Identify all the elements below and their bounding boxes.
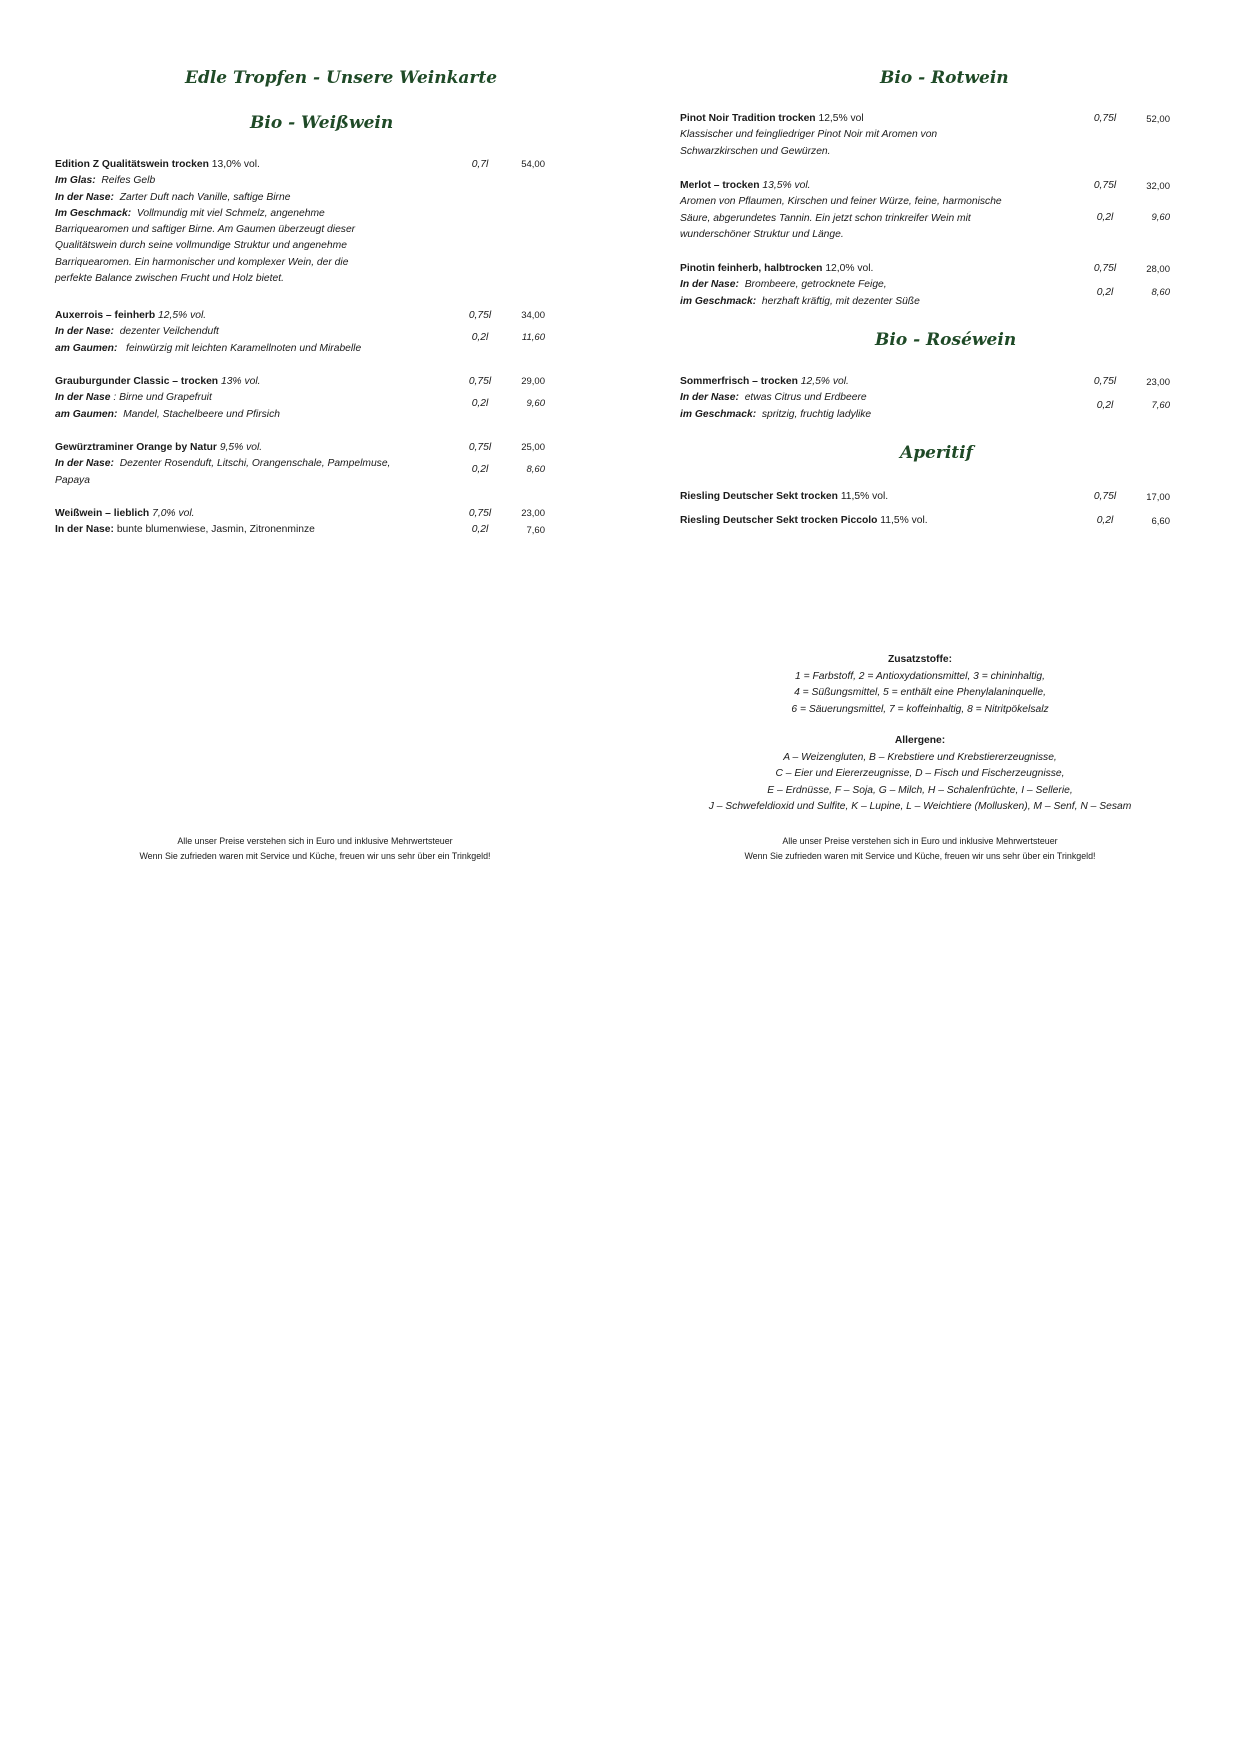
- price: 9,60: [1151, 212, 1170, 223]
- desc-text: spritzig, fruchtig ladylike: [761, 408, 872, 420]
- desc-label: In der Nase:: [55, 458, 114, 470]
- footer-right: [660, 834, 1180, 864]
- wine-name: Gewürztraminer Orange by Natur: [55, 442, 217, 453]
- desc-label: In der Nase:: [680, 279, 739, 291]
- wine-name: Merlot – trocken: [680, 180, 760, 191]
- desc-text: feinwürzig mit leichten Karamellnoten und Mirabelle: [125, 342, 362, 354]
- size-label: 0,2l: [1096, 515, 1114, 526]
- size-label: 0,2l: [1096, 212, 1114, 223]
- size-label: 0,75l: [468, 310, 492, 321]
- section-title-aperitif: Aperitif: [900, 443, 973, 463]
- size-label: 0,2l: [1096, 287, 1114, 298]
- wine-name: Grauburgunder Classic – trocken: [55, 376, 219, 387]
- wine-vol: 13,0% vol.: [211, 159, 260, 170]
- desc-text: Brombeere, getrocknete Feige,: [744, 279, 887, 291]
- zusatzstoffe-block: [660, 652, 1180, 718]
- price: 8,60: [1151, 287, 1170, 298]
- zusatzstoffe-line: 1 = Farbstoff, 2 = Antioxydationsmittel, 3 = chininhaltig,: [794, 670, 1046, 682]
- wine-name: Pinot Noir Tradition trocken: [680, 113, 816, 124]
- aperitif-item-piccolo: [680, 513, 1180, 529]
- wine-item-weisswein-lieblich: [55, 506, 555, 539]
- wine-name: Pinotin feinherb, halbtrocken: [680, 263, 823, 274]
- size-label: 0,75l: [1093, 263, 1117, 274]
- desc-label: am Gaumen:: [55, 342, 118, 354]
- price: 34,00: [521, 310, 545, 321]
- allergene-line: J – Schwefeldioxid und Sulfite, K – Lupine, L – Weichtiere (Mollusken), M – Senf, N – Sesam: [708, 801, 1132, 812]
- wine-item-gewuerztraminer: [55, 440, 555, 489]
- desc-text: Aromen von Pflaumen, Kirschen und feiner Würze, feine, harmonische: [680, 196, 1002, 208]
- price: 54,00: [521, 159, 545, 170]
- size-label: 0,2l: [1096, 400, 1114, 411]
- desc-label: In der Nase:: [55, 524, 114, 536]
- price: 6,60: [1151, 516, 1170, 527]
- price: 28,00: [1146, 264, 1170, 275]
- wine-vol: 11,5% vol.: [880, 515, 928, 526]
- size-label: 0,75l: [1093, 113, 1117, 124]
- desc-text: Reifes Gelb: [101, 175, 156, 187]
- desc-label: am Gaumen:: [55, 408, 118, 420]
- allergene-line: A – Weizengluten, B – Krebstiere und Krebstiererzeugnisse,: [783, 751, 1057, 763]
- wine-name: Weißwein – lieblich: [55, 508, 150, 519]
- wine-vol: 9,5% vol.: [219, 442, 263, 453]
- footer-line-2: Wenn Sie zufrieden waren mit Service und Küche, freuen wir uns sehr über ein Trinkgeld!: [744, 851, 1096, 861]
- desc-text: Mandel, Stachelbeere und Pfirsich: [123, 408, 280, 420]
- desc-text: : Birne und Grapefruit: [113, 392, 212, 404]
- size-label: 0,7l: [471, 159, 489, 170]
- size-label: 0,75l: [1093, 491, 1117, 502]
- desc-text: Zarter Duft nach Vanille, saftige Birne: [119, 191, 291, 203]
- desc-text: perfekte Balance zwischen Frucht und Holz bietet.: [55, 273, 284, 285]
- wine-vol: 12,5% vol.: [158, 310, 207, 321]
- price: 52,00: [1146, 114, 1170, 125]
- section-title-rotwein: Bio - Rotwein: [880, 68, 1009, 88]
- desc-label: In der Nase: [55, 392, 111, 404]
- footer-left: [55, 834, 575, 864]
- size-label: 0,75l: [1093, 376, 1117, 387]
- desc-label: im Geschmack:: [680, 408, 757, 420]
- wine-name: Sommerfrisch – trocken: [680, 376, 798, 387]
- wine-item-edition-z: [55, 157, 555, 287]
- wine-vol: 13% vol.: [220, 376, 261, 387]
- zusatzstoffe-line: 6 = Säuerungsmittel, 7 = koffeinhaltig, 8 = Nitritpökelsalz: [791, 703, 1049, 715]
- wine-vol: 12,5% vol: [818, 113, 864, 124]
- price: 23,00: [521, 508, 545, 519]
- price: 7,60: [1151, 400, 1170, 411]
- desc-label: im Geschmack:: [680, 295, 757, 307]
- desc-label: In der Nase:: [55, 326, 114, 338]
- price: 7,60: [526, 525, 545, 536]
- size-label: 0,75l: [468, 442, 492, 453]
- footer-line-2: Wenn Sie zufrieden waren mit Service und Küche, freuen wir uns sehr über ein Trinkgeld!: [139, 851, 491, 861]
- size-label: 0,2l: [471, 524, 489, 535]
- price: 9,60: [526, 398, 545, 409]
- price: 8,60: [526, 464, 545, 475]
- wine-vol: 13,5% vol.: [762, 180, 811, 191]
- desc-label: In der Nase:: [55, 191, 114, 203]
- price: 25,00: [521, 442, 545, 453]
- wine-item-sommerfrisch: [680, 374, 1180, 423]
- size-label: 0,2l: [471, 464, 489, 475]
- desc-label: Im Geschmack:: [55, 207, 132, 219]
- desc-text: wunderschöner Struktur und Länge.: [680, 228, 844, 240]
- wine-item-pinotin: [680, 261, 1180, 310]
- wine-name: Auxerrois – feinherb: [55, 310, 156, 321]
- wine-item-pinot-noir: [680, 111, 1180, 160]
- desc-label: In der Nase:: [680, 392, 739, 404]
- size-label: 0,2l: [471, 398, 489, 409]
- price: 11,60: [521, 332, 545, 343]
- wine-name: Edition Z Qualitätswein trocken: [55, 159, 209, 170]
- aperitif-item-sekt: [680, 489, 1180, 505]
- allergene-line: E – Erdnüsse, F – Soja, G – Milch, H – Schalenfrüchte, I – Sellerie,: [767, 784, 1073, 796]
- desc-text: etwas Citrus und Erdbeere: [744, 392, 867, 404]
- desc-text: Qualitätswein durch seine vollmundige Struktur und angenehme: [55, 240, 347, 252]
- allergene-title: Allergene:: [894, 735, 946, 746]
- footer-line-1: Alle unser Preise verstehen sich in Euro und inklusive Mehrwertsteuer: [782, 836, 1058, 846]
- wine-item-grauburgunder: [55, 374, 555, 423]
- section-title-weisswein: Bio - Weißwein: [250, 113, 394, 133]
- price: 29,00: [521, 376, 545, 387]
- wine-item-auxerrois: [55, 308, 555, 357]
- desc-text: herzhaft kräftig, mit dezenter Süße: [761, 295, 920, 307]
- price: 32,00: [1146, 181, 1170, 192]
- allergene-block: [660, 733, 1180, 816]
- wine-name: Riesling Deutscher Sekt trocken Piccolo: [680, 515, 878, 526]
- size-label: 0,2l: [471, 332, 489, 343]
- desc-text: Vollmundig mit viel Schmelz, angenehme: [136, 207, 325, 219]
- wine-vol: 12,0% vol.: [825, 263, 874, 274]
- size-label: 0,75l: [468, 376, 492, 387]
- wine-item-merlot: [680, 178, 1180, 243]
- desc-label: Im Glas:: [55, 175, 96, 187]
- desc-text: Dezenter Rosenduft, Litschi, Orangenschale, Pampelmuse,: [119, 458, 391, 470]
- wine-vol: 7,0% vol.: [152, 508, 195, 519]
- allergene-line: C – Eier und Eiererzeugnisse, D – Fisch und Fischerzeugnisse,: [775, 768, 1065, 779]
- desc-text: Säure, abgerundetes Tannin. Ein jetzt schon trinkreifer Wein mit: [680, 212, 971, 224]
- footer-line-1: Alle unser Preise verstehen sich in Euro und inklusive Mehrwertsteuer: [177, 836, 453, 846]
- size-label: 0,75l: [468, 508, 492, 519]
- desc-text: Schwarzkirschen und Gewürzen.: [680, 145, 831, 157]
- zusatzstoffe-line: 4 = Süßungsmittel, 5 = enthält eine Phenylalaninquelle,: [794, 687, 1046, 698]
- price: 23,00: [1146, 377, 1170, 388]
- desc-text: bunte blumenwiese, Jasmin, Zitronenminze: [116, 524, 315, 536]
- desc-text: Papaya: [55, 474, 90, 486]
- section-title-rosewein: Bio - Roséwein: [875, 330, 1017, 350]
- size-label: 0,75l: [1093, 180, 1117, 191]
- zusatzstoffe-title: Zusatzstoffe:: [887, 654, 953, 665]
- wine-vol: 11,5% vol.: [840, 491, 889, 502]
- desc-text: Klassischer und feingliedriger Pinot Noir mit Aromen von: [680, 129, 938, 141]
- price: 17,00: [1146, 492, 1170, 503]
- wine-name: Riesling Deutscher Sekt trocken: [680, 491, 838, 502]
- desc-text: Barriquearomen und saftiger Birne. Am Gaumen überzeugt dieser: [55, 224, 356, 236]
- desc-text: Barriquearomen. Ein harmonischer und komplexer Wein, der die: [55, 256, 349, 268]
- wine-vol: 12,5% vol.: [800, 376, 849, 387]
- desc-text: dezenter Veilchenduft: [119, 326, 219, 338]
- menu-title: Edle Tropfen - Unsere Weinkarte: [185, 68, 498, 88]
